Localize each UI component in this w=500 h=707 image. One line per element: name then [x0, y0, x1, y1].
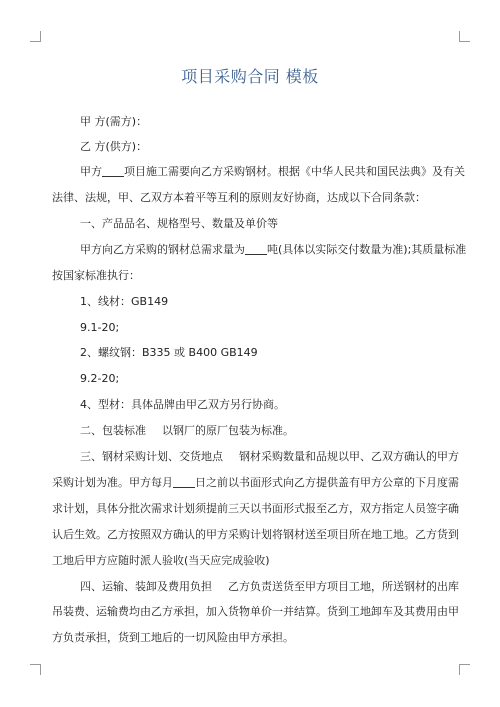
section-1-text-1a: 甲方向乙方采购的钢材总需求量为	[80, 243, 245, 256]
crop-mark-bottom-right	[459, 664, 470, 675]
section-2-text: 以钢厂的原厂包装为标准。	[162, 424, 294, 437]
section-4-heading: 四、运输、装卸及费用负担	[80, 580, 212, 593]
intro-text-1a: 甲方	[80, 165, 102, 178]
crop-mark-bottom-left	[30, 664, 41, 675]
section-3-line-5: 工地后甲方应随时派人验收(当天应完成验收)	[52, 554, 270, 567]
section-4-line-2: 吊装费、运输费均由乙方承担，加入货物单价一并结算。货到工地卸车及其费用由甲	[52, 605, 459, 618]
document-title: 项目采购合同 模板	[181, 67, 319, 86]
intro-text-1b: 项目施工需要向乙方采购钢材。根据《中华人民共和国民法典》及有关	[124, 165, 465, 178]
item-2: 2、螺纹钢：B335 或 B400 GB149	[80, 346, 258, 359]
item-1-sub: 9.1-20;	[80, 321, 120, 334]
crop-mark-top-left	[30, 31, 41, 42]
section-4-line-1	[80, 580, 459, 594]
section-4-text-1: 乙方负责送货至甲方项目工地，所送钢材的出库	[228, 580, 459, 593]
intro-line-2: 法律、法规，甲、乙双方本着平等互利的原则友好协商，达成以下合同条款：	[52, 191, 426, 204]
item-1: 1、线材：GB149	[80, 295, 169, 308]
section-2-heading: 二、包装标准	[80, 424, 146, 437]
section-4-line-3: 方负责承担，货到工地后的一切风险由甲方承担。	[52, 631, 294, 644]
party-a-line: 甲 方(需方)：	[80, 115, 148, 128]
party-b-line: 乙 方(供方)：	[80, 140, 148, 153]
section-3-heading: 三、钢材采购计划、交货地点	[80, 450, 223, 463]
section-3-line-3: 求计划，具体分批次需求计划须提前三天以书面形式报至乙方，双方指定人员签字确	[52, 502, 459, 515]
section-1-heading: 一、产品品名、规格型号、数量及单价等	[80, 217, 278, 230]
section-2-line	[80, 424, 294, 438]
section-3-line-1	[80, 450, 459, 464]
section-3-text-1: 钢材采购数量和品规以甲、乙双方确认的甲方	[239, 450, 459, 463]
section-1-line-2: 按国家标准执行：	[52, 269, 140, 282]
section-3-line-4: 认后生效。乙方按照双方确认的甲方采购计划将钢材送至项目所在地工地。乙方货到	[52, 528, 459, 541]
quantity-blank	[245, 244, 267, 255]
item-2-sub: 9.2-20;	[80, 372, 120, 385]
crop-mark-top-right	[459, 31, 470, 42]
day-blank	[173, 477, 195, 488]
section-3-line-2	[52, 476, 459, 490]
intro-line-1	[80, 165, 465, 179]
section-3-text-2b: 日之前以书面形式向乙方提供盖有甲方公章的下月度需	[195, 476, 459, 489]
section-1-line-1	[80, 243, 466, 257]
section-3-text-2a: 采购计划为准。甲方每月	[52, 476, 173, 489]
item-4: 4、型材：具体品牌由甲乙双方另行协商。	[80, 398, 285, 411]
section-1-text-1b: 吨(具体以实际交付数量为准);其质量标准	[267, 243, 467, 256]
project-name-blank	[102, 166, 124, 177]
